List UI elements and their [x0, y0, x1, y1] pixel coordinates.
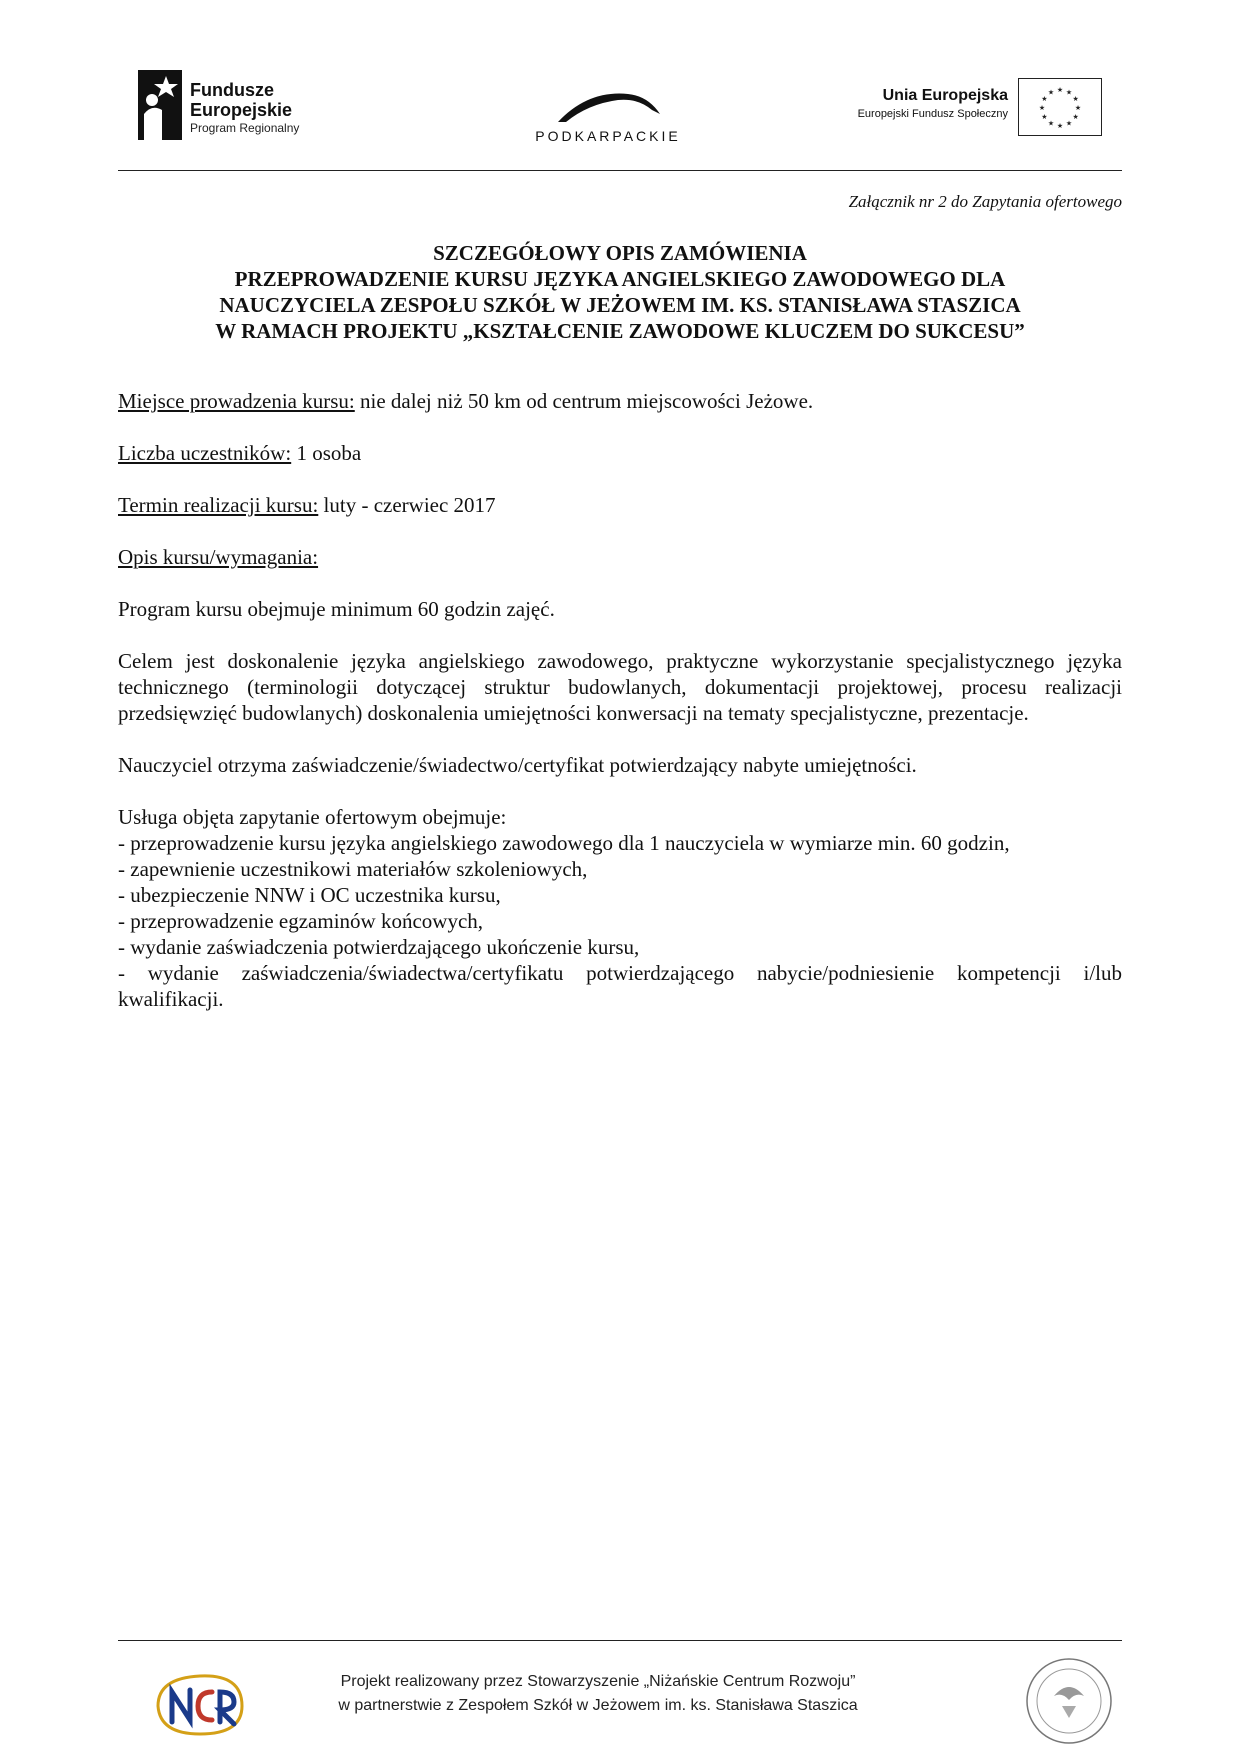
footer-line-1: Projekt realizowany przez Stowarzyszenie „Niżańskie Centrum Rozwoju” — [340, 1673, 856, 1690]
service-item: - przeprowadzenie kursu języka angielskiego zawodowego dla 1 nauczyciela w wymiarze min. 60 godzin, — [118, 831, 1010, 855]
footer-text — [318, 1670, 878, 1718]
podkarpackie-text: PODKARPACKIE — [535, 128, 681, 144]
header-divider — [118, 170, 1122, 171]
participants-field — [118, 440, 1122, 466]
location-value: nie dalej niż 50 km od centrum miejscowości Jeżowe. — [354, 389, 814, 413]
description-label: Opis kursu/wymagania: — [118, 545, 319, 569]
ue-text-block — [818, 86, 1008, 122]
eu-star-icon: ★ — [1072, 113, 1079, 121]
ue-line1: Unia Europejska — [882, 87, 1008, 104]
eu-star-icon: ★ — [1056, 86, 1064, 94]
services-intro: Usługa objęta zapytanie ofertowym obejmuje: — [118, 805, 507, 829]
eu-star-icon: ★ — [1038, 104, 1046, 112]
service-item: - wydanie zaświadczenia potwierdzającego ukończenie kursu, — [118, 935, 640, 959]
title-line-4: W RAMACH PROJEKTU „KSZTAŁCENIE ZAWODOWE KLUCZEM DO SUKCESU” — [215, 319, 1025, 343]
certificate-paragraph: Nauczyciel otrzyma zaświadczenie/świadectwo/certyfikat potwierdzający nabyte umiejętności. — [118, 753, 917, 777]
program-paragraph: Program kursu obejmuje minimum 60 godzin zajęć. — [118, 597, 555, 621]
service-item: - wydanie zaświadczenia/świadectwa/certyfikatu potwierdzającego nabycie/podniesienie kompetencji i/lub kwalifikacji. — [118, 961, 1122, 1011]
eu-star-icon: ★ — [1047, 119, 1055, 128]
eu-flag-icon — [1018, 78, 1102, 136]
fe-star-icon — [138, 70, 182, 140]
document-body — [118, 388, 1122, 1012]
term-label: Termin realizacji kursu: — [118, 493, 319, 517]
participants-value: 1 osoba — [291, 441, 362, 465]
fe-line2: Europejskie — [190, 100, 293, 120]
fe-text-block — [190, 80, 299, 136]
term-value: luty - czerwiec 2017 — [318, 493, 496, 517]
eu-star-icon: ★ — [1072, 95, 1079, 103]
ue-line2: Europejski Fundusz Społeczny — [857, 108, 1008, 120]
service-item: - ubezpieczenie NNW i OC uczestnika kursu, — [118, 883, 501, 907]
footer-divider — [118, 1640, 1122, 1641]
unia-europejska-logo — [818, 78, 1134, 138]
title-line-3: NAUCZYCIELA ZESPOŁU SZKÓŁ W JEŻOWEM IM. KS. STANISŁAWA STASZICA — [219, 293, 1021, 317]
service-item: - zapewnienie uczestnikowi materiałów szkoleniowych, — [118, 857, 588, 881]
eu-star-icon: ★ — [1041, 113, 1048, 121]
attachment-label: Załącznik nr 2 do Zapytania ofertowego — [848, 192, 1122, 211]
eu-star-icon: ★ — [1065, 88, 1073, 97]
podkarpackie-logo — [518, 88, 698, 148]
eu-star-icon: ★ — [1074, 104, 1082, 112]
location-label: Miejsce prowadzenia kursu: — [118, 389, 355, 413]
document-title — [118, 240, 1122, 344]
title-line-2: PRZEPROWADZENIE KURSU JĘZYKA ANGIELSKIEGO ZAWODOWEGO DLA — [234, 267, 1006, 291]
eu-star-icon: ★ — [1041, 95, 1048, 103]
fe-line1: Fundusze — [190, 80, 274, 100]
term-field — [118, 492, 1122, 518]
goal-paragraph: Celem jest doskonalenie języka angielskiego zawodowego, praktyczne wykorzystanie specjalistycznego języka technicznego (terminologii dotyczącej struktur budowlanych, dokumentacji projektowej, procesu realizacji przedsięwzięć budowlanych) doskonalenia umiejętności konwersacji na tematy specjalistyczne, prezentacje. — [118, 649, 1122, 725]
fundusze-europejskie-logo — [138, 70, 338, 150]
header-logos — [118, 60, 1134, 160]
location-field — [118, 388, 1122, 414]
footer-line-2: w partnerstwie z Zespołem Szkół w Jeżowem im. ks. Stanisława Staszica — [338, 1697, 858, 1714]
title-line-1: SZCZEGÓŁOWY OPIS ZAMÓWIENIA — [433, 241, 807, 265]
podkarpackie-hills-icon — [548, 88, 668, 124]
ncr-logo-icon — [150, 1670, 250, 1740]
service-item: - przeprowadzenie egzaminów końcowych, — [118, 909, 484, 933]
school-seal-icon — [1024, 1656, 1114, 1746]
footer — [118, 1650, 1122, 1740]
eu-star-icon: ★ — [1065, 119, 1073, 128]
participants-label: Liczba uczestników: — [118, 441, 292, 465]
description-field — [118, 544, 1122, 570]
eu-star-icon: ★ — [1056, 122, 1064, 130]
eu-star-icon: ★ — [1047, 88, 1055, 97]
fe-line3: Program Regionalny — [190, 121, 300, 135]
